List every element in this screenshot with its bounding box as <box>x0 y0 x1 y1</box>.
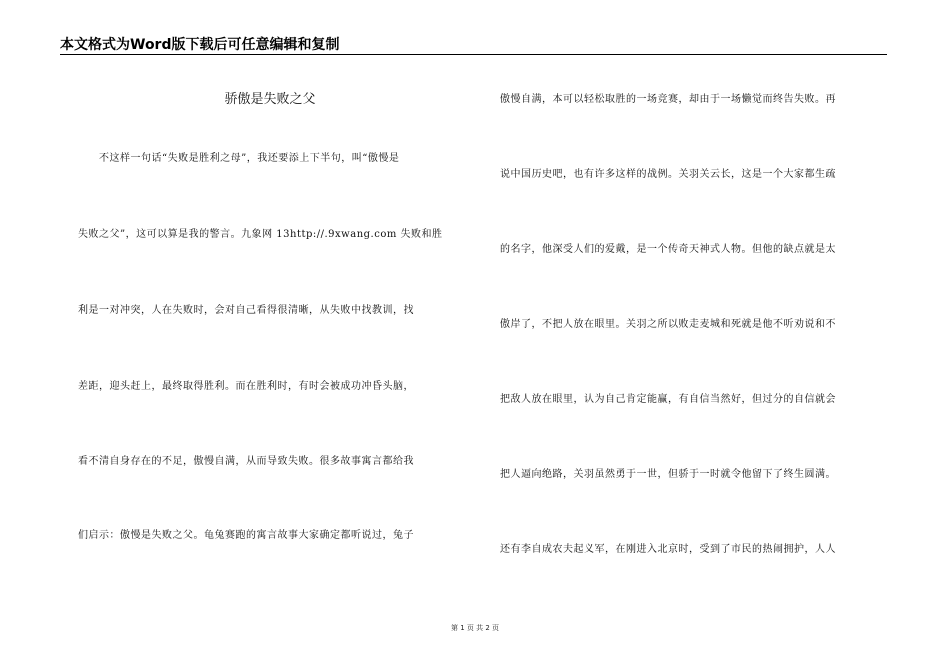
document-header: 本文格式为Word版下载后可任意编辑和复制 <box>60 37 340 53</box>
right-column-line: 傲岸了，不把人放在眼里。关羽之所以败走麦城和死就是他不听劝说和不 <box>500 319 836 330</box>
left-column-line: 看不清自身存在的不足，傲慢自满，从而导致失败。很多故事寓言都给我 <box>78 456 414 467</box>
right-column-line: 把人逼向绝路，关羽虽然勇于一世，但骄于一时就令他留下了终生圆满。 <box>500 469 836 480</box>
right-column-line: 的名字，他深受人们的爱戴，是一个传奇天神式人物。但他的缺点就是太 <box>500 244 836 255</box>
left-column-line: 利是一对冲突，人在失败时，会对自己看得很清晰，从失败中找教训，找 <box>78 305 414 316</box>
right-column-line: 傲慢自满，本可以轻松取胜的一场竞赛，却由于一场懒觉而终告失败。再 <box>500 94 836 105</box>
page-number: 第 1 页 共 2 页 <box>450 624 500 632</box>
left-column-line: 们启示：傲慢是失败之父。龟兔赛跑的寓言故事大家确定都听说过，兔子 <box>78 530 414 541</box>
left-column-line: 失败之父”，这可以算是我的警言。九象网 13http://.9xwang.com 失败和胜 <box>78 229 443 240</box>
right-column-line: 还有李自成农夫起义军，在刚进入北京时，受到了市民的热闹拥护，人人 <box>500 544 836 555</box>
left-column-line: 差距，迎头赶上，最终取得胜利。而在胜利时，有时会被成功冲昏头脑， <box>78 381 414 392</box>
right-column-line: 把敌人放在眼里，认为自己肯定能赢，有自信当然好，但过分的自信就会 <box>500 394 836 405</box>
document-title: 骄傲是失败之父 <box>224 92 316 107</box>
header-divider <box>60 54 887 55</box>
right-column-line: 说中国历史吧，也有许多这样的战例。关羽关云长，这是一个大家都生疏 <box>500 169 836 180</box>
left-column-line: 不这样一句话“失败是胜利之母”，我还要添上下半句，叫“傲慢是 <box>78 153 400 164</box>
